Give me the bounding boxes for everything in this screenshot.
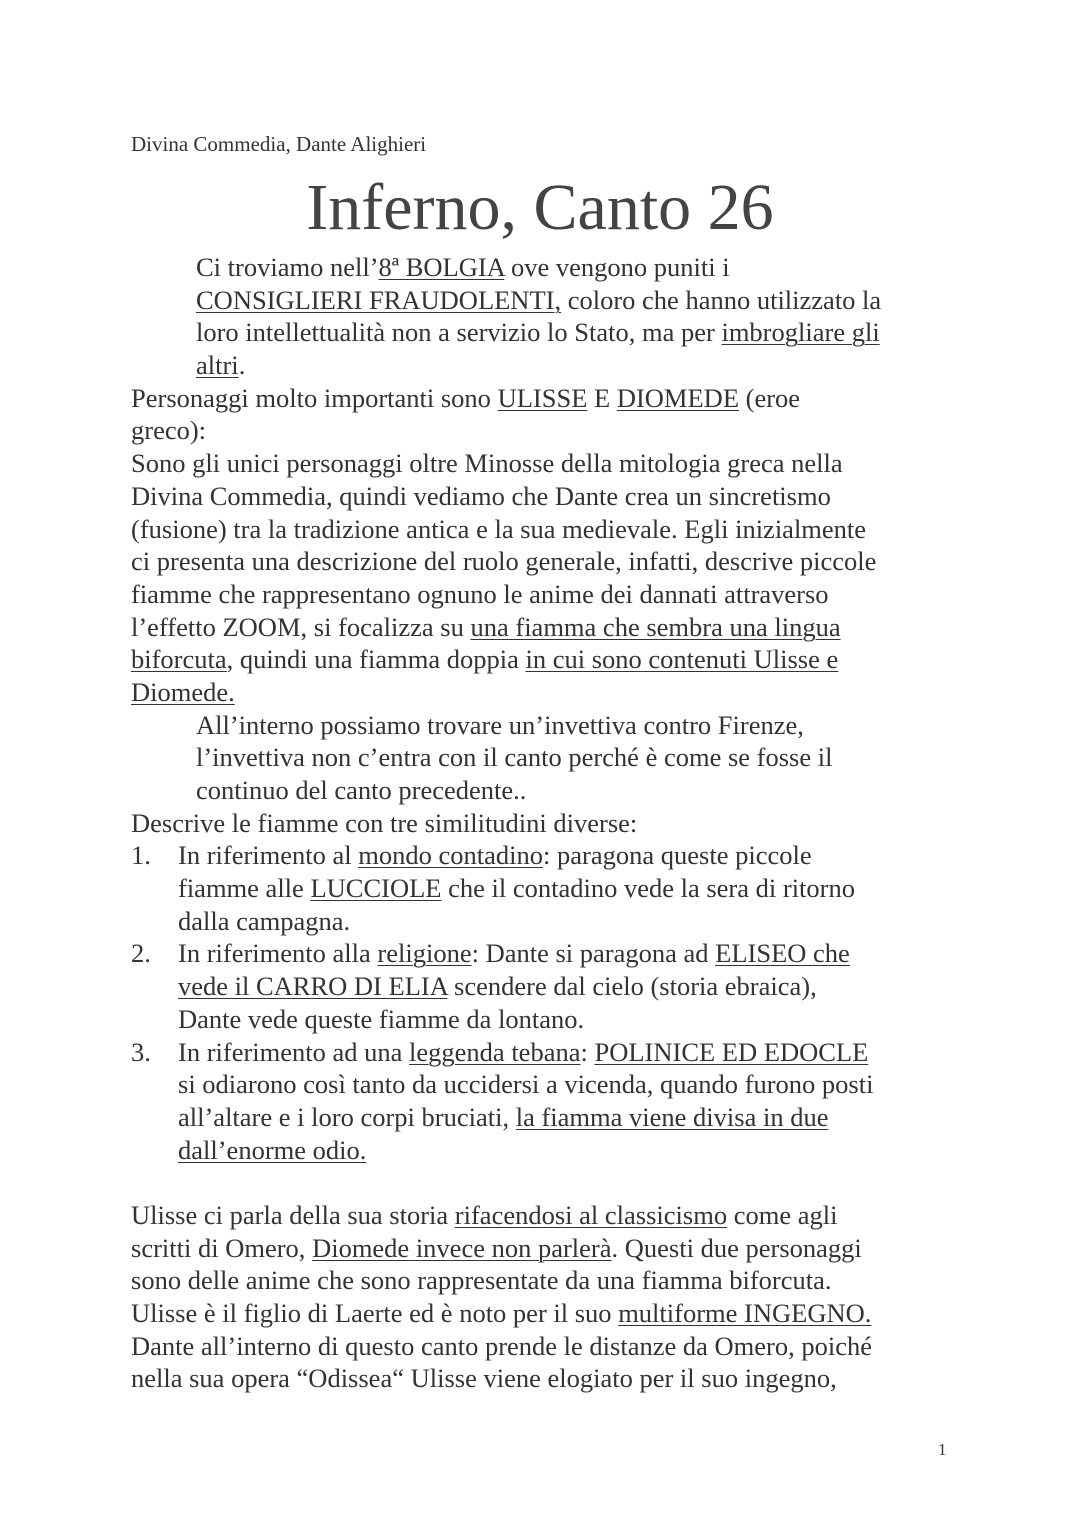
text-segment: Personaggi molto importanti sono	[131, 382, 498, 413]
text-segment: E	[587, 382, 617, 413]
page-number: 1	[938, 1440, 947, 1459]
text-segment: continuo del canto precedente..	[196, 775, 527, 805]
text-segment: Ci troviamo nell’	[196, 252, 379, 282]
text-segment: In riferimento alla	[178, 938, 378, 969]
text-segment: all’altare e i loro corpi bruciati,	[178, 1101, 516, 1132]
text-segment: (fusione) tra la tradizione antica e la sua medievale. Egli inizialmente	[131, 513, 867, 544]
text-segment: fiamme alle	[178, 873, 311, 904]
list-number: 2.	[131, 938, 151, 969]
underlined-text: Diomede.	[131, 676, 235, 707]
list-item-line	[0, 1036, 1080, 1069]
text-line	[0, 1264, 1080, 1297]
text-segment: Ulisse ci parla della sua storia	[131, 1199, 455, 1230]
text-segment: Divina Commedia, quindi vediamo che Dante crea un sincretismo	[131, 480, 831, 511]
document-body	[0, 251, 1080, 1395]
underlined-text: CONSIGLIERI FRAUDOLENTI,	[196, 284, 562, 315]
text-line	[0, 1199, 1080, 1232]
text-line	[0, 741, 1080, 774]
text-line	[0, 480, 1080, 513]
text-line	[0, 251, 1080, 284]
list-item-line	[0, 970, 1080, 1003]
text-segment: Dante vede queste fiamme da lontano.	[178, 1003, 585, 1034]
text-line	[0, 349, 1080, 382]
text-segment: coloro che hanno utilizzato la	[561, 284, 882, 315]
text-segment: ove vengono puniti i	[504, 252, 730, 282]
text-line	[0, 643, 1080, 676]
text-segment: Sono gli unici personaggi oltre Minosse della mitologia greca nella	[131, 448, 843, 479]
list-item-line	[0, 839, 1080, 872]
text-line	[0, 1166, 1080, 1199]
text-segment: ci presenta una descrizione del ruolo generale, infatti, descrive piccole	[131, 546, 877, 577]
underlined-text: 8ª BOLGIA	[378, 252, 505, 282]
text-segment: l’invettiva non c’entra con il canto perché è come se fosse il	[196, 742, 833, 773]
text-segment: si odiarono così tanto da uccidersi a vicenda, quando furono posti	[178, 1069, 874, 1100]
underlined-text: leggenda tebana	[409, 1036, 581, 1067]
underlined-text: dall’enorme odio.	[178, 1134, 367, 1165]
underlined-text: ULISSE	[497, 382, 588, 413]
list-number: 3.	[131, 1036, 151, 1067]
underlined-text: LUCCIOLE	[310, 873, 442, 904]
text-line	[0, 1330, 1080, 1363]
text-segment: : Dante si paragona ad	[471, 938, 716, 969]
underlined-text: multiforme INGEGNO.	[618, 1298, 872, 1328]
list-item-line	[0, 905, 1080, 938]
text-segment: fiamme che rappresentano ognuno le anime dei dannati attraverso	[131, 578, 829, 609]
underlined-text: Diomede invece non parlerà	[312, 1232, 612, 1263]
list-item-line	[0, 937, 1080, 970]
text-segment: Dante all’interno di questo canto prende le distanze da Omero, poiché	[131, 1330, 872, 1361]
list-item-line	[0, 872, 1080, 905]
underlined-text: DIOMEDE	[616, 382, 740, 413]
underlined-text: una fiamma che sembra una lingua	[470, 611, 841, 642]
text-segment: scendere dal cielo (storia ebraica),	[447, 971, 817, 1002]
text-segment: . Questi due personaggi	[611, 1232, 862, 1263]
text-segment: :	[580, 1036, 595, 1067]
text-line	[0, 414, 1080, 447]
text-segment: nella sua opera “Odissea“ Ulisse viene elogiato per il suo ingegno,	[131, 1363, 837, 1394]
text-line	[0, 1232, 1080, 1265]
text-segment: dalla campagna.	[178, 905, 351, 936]
text-segment: sono delle anime che sono rappresentate da una fiamma biforcuta.	[131, 1265, 832, 1296]
text-segment: Ulisse è il figlio di Laerte ed è noto per il suo	[131, 1298, 619, 1328]
underlined-text: la fiamma viene divisa in due	[515, 1101, 829, 1132]
underlined-text: ELISEO che	[715, 938, 850, 969]
text-segment: In riferimento ad una	[178, 1036, 410, 1067]
underlined-text: in cui sono contenuti Ulisse e	[525, 644, 839, 675]
text-line	[0, 709, 1080, 742]
underlined-text: altri	[196, 350, 239, 381]
text-line	[0, 1297, 1080, 1330]
list-item-line	[0, 1101, 1080, 1134]
page-title: Inferno, Canto 26	[306, 171, 774, 244]
text-segment: l’effetto ZOOM, si focalizza su	[131, 611, 471, 642]
list-item-line	[0, 1003, 1080, 1036]
text-segment: (eroe	[739, 382, 801, 413]
text-line	[0, 611, 1080, 644]
text-segment: che il contadino vede la sera di ritorno	[441, 873, 855, 904]
list-item-line	[0, 1134, 1080, 1167]
text-line	[0, 676, 1080, 709]
text-segment: loro intellettualità non a servizio lo Stato, ma per	[196, 317, 722, 348]
text-segment: , quindi una fiamma doppia	[226, 644, 526, 675]
list-item-line	[0, 1068, 1080, 1101]
underlined-text: rifacendosi al classicismo	[454, 1199, 728, 1230]
text-segment: All’interno possiamo trovare un’invettiva contro Firenze,	[196, 709, 804, 740]
text-line	[0, 578, 1080, 611]
text-segment: .	[238, 350, 246, 381]
text-line	[0, 316, 1080, 349]
text-line	[0, 382, 1080, 415]
text-line	[0, 1362, 1080, 1395]
text-line	[0, 545, 1080, 578]
underlined-text: mondo contadino	[358, 840, 544, 871]
underlined-text: imbrogliare gli	[721, 317, 880, 348]
document-header: Divina Commedia, Dante Alighieri	[131, 132, 427, 156]
text-line	[0, 774, 1080, 807]
underlined-text: religione	[377, 938, 472, 969]
text-segment: greco):	[131, 415, 207, 446]
underlined-text: vede il CARRO DI ELIA	[178, 971, 448, 1002]
text-segment: In riferimento al	[178, 840, 359, 871]
underlined-text: POLINICE ED EDOCLE	[594, 1036, 869, 1067]
list-number: 1.	[131, 840, 151, 871]
text-line	[0, 447, 1080, 480]
text-segment: : paragona queste piccole	[543, 840, 812, 871]
text-line	[0, 513, 1080, 546]
text-line	[0, 284, 1080, 317]
underlined-text: biforcuta	[131, 644, 227, 675]
text-line	[0, 807, 1080, 840]
text-segment: Descrive le fiamme con tre similitudini diverse:	[131, 807, 638, 838]
text-segment: come agli	[727, 1199, 838, 1230]
text-segment: scritti di Omero,	[131, 1232, 313, 1263]
